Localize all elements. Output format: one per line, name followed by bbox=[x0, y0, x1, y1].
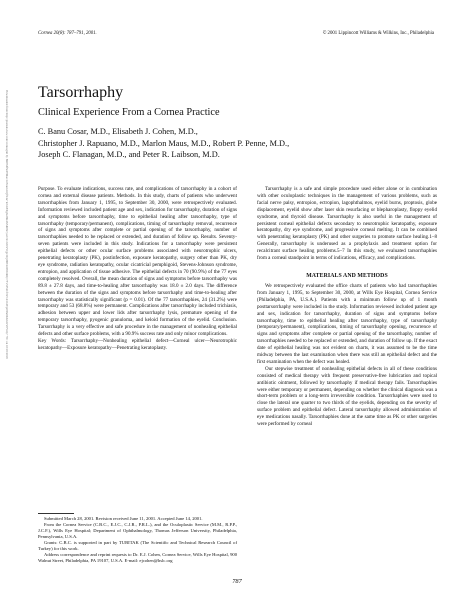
footnote-dates: Submitted March 28, 2001. Revision received June 11, 2001. Accepted June 14, 2001. bbox=[44, 516, 203, 521]
author-list bbox=[38, 126, 438, 161]
article-title: Tarsorrhaphy bbox=[38, 84, 124, 101]
left-column bbox=[38, 186, 237, 352]
article-subtitle: Clinical Experience From a Cornea Practice bbox=[38, 107, 220, 118]
footnote-divider bbox=[38, 513, 74, 514]
journal-citation: Cornea 20(8): 787–791, 2001. bbox=[38, 31, 97, 36]
download-watermark-text: Downloaded from http://journals.lww.com/corneajrnl by BhDMf5ePHKav1zEoum1tQfN4a+kJLhEZgbsIHo4XMi0hCywCX1AWnYQp/IlQrHD3i3D0OdRyi7TvSFl4Cf3VC4/OAVpDDa8KKGKV0Ymy+78= on 10/19/2018 bbox=[5, 90, 9, 359]
key-words: Key Words: Tarsorrhaphy—Nonhealing epithelial defect—Corneal ulcer—Neurotrophic keratopathy—Exposure keratopathy—Penetrating keratoplasty. bbox=[38, 337, 237, 351]
page-number: 787 bbox=[232, 578, 242, 585]
methods-paragraph: Our stepwise treatment of nonhealing epithelial defects in all of these conditions consisted of medical therapy with frequent preservative-free lubrication and topical antibiotic ointment, followed by tarsorrhaphy if medical therapy fails. Tarsorrhaphies were either temporary or permanent, depending on whether the clinical diagnosis was a short-term problem or a long-term irreversible condition. Tarsorrhaphies were used to close the lateral one quarter to two thirds of the eyelids, depending on the severity of surface problem and epithelial defect. Lateral tarsorrhaphy allowed administration of eye medications nasally. Tarsorrhaphies done at the same time as PK or other surgeries were performed by corneal bbox=[257, 365, 437, 428]
footnotes bbox=[38, 516, 237, 564]
abstract-text: Purpose. To evaluate indications, success rate, and complications of tarsorrhaphy in a cohort of cornea and external disease patients. Methods. In this study, charts of patients who underwent tarsorrhaphies from January 1, 1995, to September 30, 2000, were retrospectively evaluated. Information reviewed included patient age and sex, indication for tarsorrhaphy, duration of signs and symptoms before tarsorrhaphy, time to epithelial healing after tarsorrhaphy, type of tarsorrhaphy (temporary/permanent), complications, timing of tarsorrhaphy removal, recurrence of signs and symptoms after complete or partial opening of the tarsorrhaphy, number of tarsorrhaphies needed to be replaced or extended, and duration of follow up. Results. Seventy-seven patients were included in this study. Indications for a tarsorrhaphy were persistent epithelial defects or other ocular surface problems associated with neurotrophic ulcers, penetrating keratoplasty (PK), postinfection, exposure keratopathy, surgery other than PK, dry eye syndrome, radiation keratopathy, ocular cicatricial pemphigoid, Stevens-Johnson syndrome, entropion, and application of tissue adhesive. The epithelial defects in 70 (90.9%) of the 77 eyes completely resolved. Overall, the mean duration of signs and symptoms before tarsorrhaphy was 89.8 ± 27.8 days, and time-to-healing after tarsorrhaphy was 18.0 ± 2.0 days. The difference between the duration of the signs and symptoms before tarsorrhaphy and time-to-healing after tarsorrhaphy was statistically significant (p = 0.01). Of the 77 tarsorrhaphies, 24 (31.2%) were temporary and 53 (68.8%) were permanent. Complications after tarsorrhaphy included trichiasis, adhesion between upper and lower lids after tarsorrhaphy lysis, premature opening of the temporary tarsorrhaphy, pyogenic granuloma, and keloid formation of the eyelid. Conclusion. Tarsorrhaphy is a very effective and safe procedure in the management of nonhealing epithelial defects and other surface problems, with a 90.9% success rate and only minor complications. bbox=[38, 186, 237, 338]
footnote-grants: Grants: C.B.C. is supported in part by TUBITAK (The Scientific and Technical Research Council of Turkey) for this work. bbox=[38, 540, 237, 551]
intro-paragraph: Tarsorrhaphy is a safe and simple procedure used either alone or in combination with other oculoplastic techniques in the management of various problems, such as facial nerve palsy, entropion, ectropion, lagophthalmos, eyelid burns, proptosis, globe displacement, eyelid show after laser skin resurfacing or blepharoplasty, floppy eyelid syndrome, and thyroid disease. Tarsorrhaphy is also useful in the management of persistent corneal epithelial defects secondary to neurotrophic keratopathy, exposure keratopathy, dry eye syndrome, and progressive corneal melting. It can be combined with penetrating keratoplasty (PK) and other surgeries to promote surface healing.1–8 Generally, tarsorrhaphy is underused as a prophylaxis and treatment option for recalcitrant surface healing problems.5–7 In this study, we evaluated tarsorrhaphies from a corneal standpoint in terms of indications, efficacy, and complications. bbox=[257, 186, 437, 262]
methods-paragraph: We retrospectively evaluated the office charts of patients who had tarsorrhaphies from January 1, 1995, to September 30, 2000, at Wills Eye Hospital, Cornea Service (Philadelphia, PA, U.S.A.). Patients with a minimum follow up of 1 month posttarsorrhaphy were included in the study. Information reviewed included patient age and sex, indication for tarsorrhaphy, duration of signs and symptoms before tarsorrhaphy, time to epithelial healing after tarsorrhaphy, type of tarsorrhaphy (temporary/permanent), complications, timing of tarsorrhaphy opening, recurrence of signs and symptoms after complete or partial opening of the tarsorrhaphy, number of tarsorrhaphies needed to be replaced or extended, and duration of follow up. If the exact date of epithelial healing was not evident on charts, it was assumed to be the time midway between the last examination when there was still an epithelial defect and the first examination when the defect was healed. bbox=[257, 282, 437, 365]
author-line: C. Banu Cosar, M.D., Elisabeth J. Cohen, M.D., bbox=[38, 127, 198, 136]
download-watermark bbox=[2, 90, 10, 390]
footnote-correspondence: Address correspondence and reprint requests to Dr. E.J. Cohen, Cornea Service, Wills Eye Hospital, 900 Walnut Street, Philadelphia, PA 19107, U.S.A. E-mail: ejcohen@hslc.org bbox=[38, 552, 237, 564]
copyright-line: © 2001 Lippincott Williams & Wilkins, Inc., Philadelphia bbox=[322, 31, 434, 36]
section-heading-methods: MATERIALS AND METHODS bbox=[306, 272, 388, 279]
footnote-affiliation: From the Cornea Service (C.B.C., E.J.C., C.J.R., P.R.L.), and the Oculoplastic Service (M.M., R.P.P., J.C.F.), Wills Eye Hospital; Department of Ophthalmology, Thomas Jefferson University, Philadelphia, Pennsylvania, U.S.A. bbox=[38, 522, 237, 539]
author-line: Joseph C. Flanagan, M.D., and Peter R. Laibson, M.D. bbox=[38, 150, 220, 160]
author-line: Christopher J. Rapuano, M.D., Marlon Maus, M.D., Robert P. Penne, M.D., bbox=[38, 138, 290, 148]
right-column bbox=[257, 186, 437, 428]
